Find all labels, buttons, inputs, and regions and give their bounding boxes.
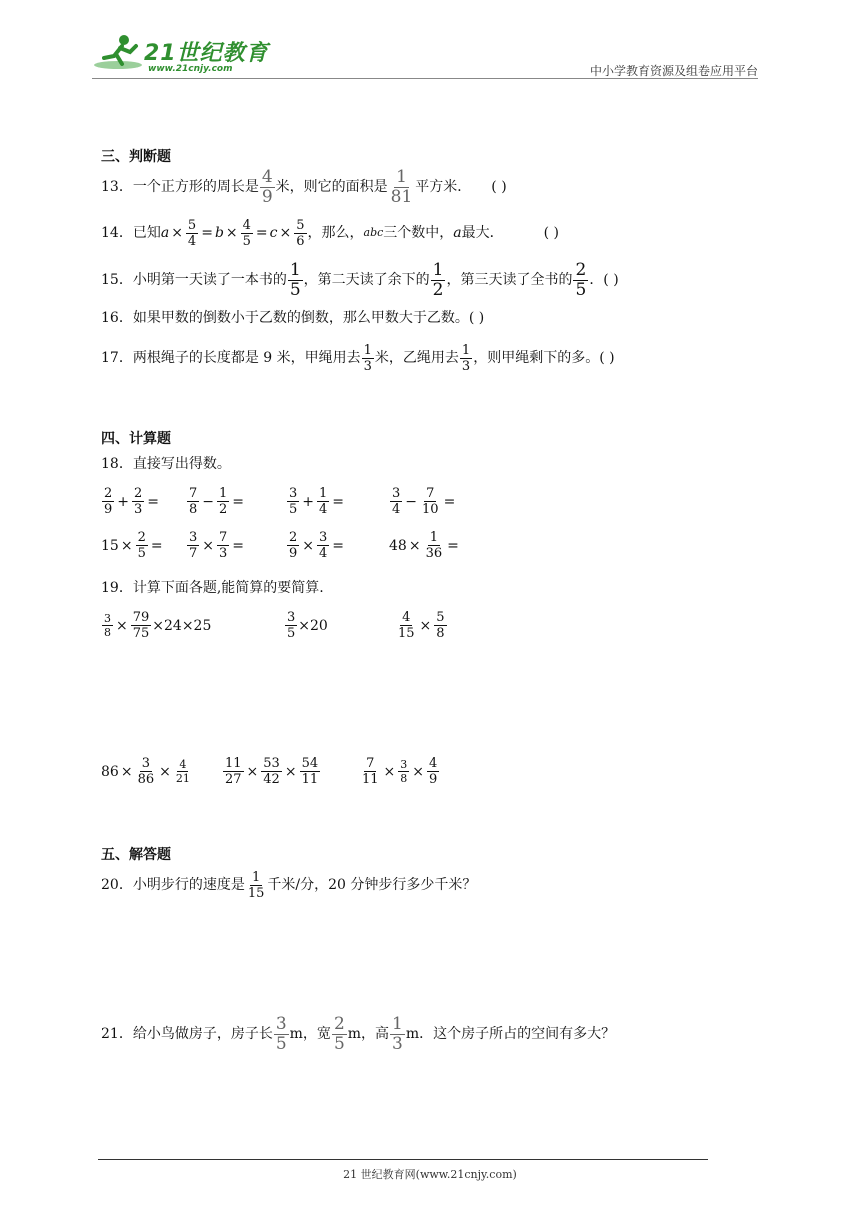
answer-blank[interactable]: ．( ): [589, 272, 619, 288]
variable: a: [160, 225, 170, 241]
footer-divider: [98, 1159, 708, 1160]
fraction: $\frac{11}{27}$: [225, 756, 242, 787]
question-text: 计算下面各题,能简算的要简算.: [132, 580, 324, 596]
fraction: $\frac{3}{8}$: [400, 758, 408, 785]
fraction: $\frac{3}{5}$: [275, 1013, 287, 1054]
fraction: $\frac{1}{36}$: [425, 530, 443, 561]
question-text: ，第二天读了余下的: [303, 272, 430, 288]
question-21: [101, 1015, 615, 1053]
fraction: $\frac{53}{42}$: [263, 756, 280, 787]
question-text: 米，乙绳用去: [374, 350, 459, 366]
question-number: 20．: [101, 877, 133, 893]
question-text: m，宽: [289, 1026, 331, 1042]
question-17: [101, 342, 615, 374]
question-number: 19．: [101, 580, 133, 596]
fraction: $\frac{7}{10}$: [422, 486, 439, 517]
answer-blank[interactable]: ( ): [543, 225, 560, 241]
fraction: $\frac{2}{5}$: [333, 1013, 345, 1054]
question-text: m．这个房子所占的空间有多大？: [405, 1026, 616, 1042]
fraction: $\frac{7}{8}$: [189, 486, 198, 517]
fraction: $\frac{5}{6}$: [296, 217, 305, 249]
question-number: 16．: [101, 310, 133, 326]
fraction: $\frac{3}{4}$: [319, 530, 328, 561]
fraction: $\frac{7}{3}$: [219, 530, 228, 561]
question-14: 14． 已知 a × $\frac{5}{4}$ = b × $\frac{4}{5}$ = c × $\frac{5}{6}$ ，那么， abc 三个数中， a 最大． ( ): [101, 217, 560, 249]
fraction: $\frac{2}{9}$: [289, 530, 298, 561]
question-text: 小明第一天读了一本书的: [132, 272, 287, 288]
fraction: $\frac{5}{8}$: [436, 610, 445, 641]
question-text: m，高: [347, 1026, 390, 1042]
calc-expression: $\frac{2}{9}$ × $\frac{3}{4}$ =: [289, 530, 345, 561]
calc-expression: $\frac{7}{11}$ × $\frac{3}{8}$ × $\frac{4}{9}$: [362, 756, 438, 787]
fraction: $\frac{1}{81}$: [390, 166, 413, 207]
logo-title: 21世纪教育: [144, 41, 269, 66]
calc-expression: $\frac{4}{15}$ × $\frac{5}{8}$: [398, 610, 445, 641]
fraction: $\frac{1}{3}$: [363, 342, 372, 374]
fraction: $\frac{3}{86}$: [137, 756, 155, 787]
logo-url: www.21cnjy.com: [148, 64, 233, 74]
fraction: $\frac{3}{5}$: [287, 610, 296, 641]
question-19: [101, 578, 324, 598]
question-20: [101, 868, 476, 902]
fraction: $\frac{4}{9}$: [261, 166, 273, 207]
calc-expression: 15 × $\frac{2}{5}$ =: [101, 530, 163, 561]
calc-expression: $\frac{3}{5}$ + $\frac{1}{4}$ =: [289, 486, 345, 517]
question-number: 13．: [101, 179, 133, 195]
fraction: $\frac{1}{3}$: [392, 1013, 403, 1054]
fraction: $\frac{1}{5}$: [289, 259, 301, 300]
question-text: 如果甲数的倒数小于乙数的倒数，那么甲数大于乙数。( ): [132, 310, 485, 326]
fraction: $\frac{2}{5}$: [575, 259, 587, 300]
fraction: $\frac{3}{7}$: [189, 530, 198, 561]
fraction: $\frac{1}{2}$: [219, 486, 228, 517]
fraction: $\frac{3}{5}$: [289, 486, 298, 517]
variable: b: [214, 225, 224, 241]
question-text: 两根绳子的长度都是 9 米，甲绳用去: [132, 350, 361, 366]
fraction: $\frac{1}{4}$: [319, 486, 328, 517]
question-13: [101, 166, 507, 207]
fraction: $\frac{2}{5}$: [137, 530, 146, 561]
question-text: ，那么，: [307, 225, 364, 241]
question-text: 一个正方形的周长是: [132, 179, 259, 195]
question-number: 18．: [101, 456, 133, 472]
variable: abc: [363, 226, 384, 239]
question-text: 直接写出得数。: [132, 456, 231, 472]
fraction: $\frac{4}{15}$: [398, 610, 415, 641]
fraction: $\frac{2}{3}$: [134, 486, 143, 517]
fraction: $\frac{79}{75}$: [132, 610, 150, 641]
header-platform-text: 中小学教育资源及组卷应用平台: [589, 64, 758, 78]
question-text: ，第三天读了全书的: [446, 272, 573, 288]
calc-expression: $\frac{3}{7}$ × $\frac{7}{3}$ =: [189, 530, 245, 561]
question-text: ，则甲绳剩下的多。( ): [473, 350, 615, 366]
calc-expression: $\frac{11}{27}$ × $\frac{53}{42}$ × $\frac{54}{11}$: [225, 756, 319, 787]
fraction: $\frac{3}{8}$: [104, 612, 111, 639]
question-number: 14．: [101, 225, 133, 241]
fraction: $\frac{4}{5}$: [242, 217, 251, 249]
header-divider: [92, 78, 758, 79]
question-16: [101, 308, 484, 328]
variable: a: [453, 225, 462, 241]
calc-expression: $\frac{3}{8}$ × $\frac{79}{75}$ ×24×25: [104, 610, 212, 641]
fraction: $\frac{7}{11}$: [362, 756, 379, 787]
section-title-calculation: 四、计算题: [101, 431, 171, 447]
calc-expression: $\frac{3}{5}$ ×20: [287, 610, 328, 641]
header: [92, 30, 758, 80]
answer-blank[interactable]: ( ): [491, 179, 507, 195]
fraction: $\frac{4}{9}$: [429, 756, 438, 787]
logo-runner-icon: [92, 32, 144, 72]
question-text: 小明步行的速度是: [132, 877, 245, 893]
calc-expression: 86 × $\frac{3}{86}$ × $\frac{4}{21}$: [101, 756, 190, 787]
calc-expression: $\frac{7}{8}$ − $\frac{1}{2}$ =: [189, 486, 245, 517]
fraction: $\frac{1}{2}$: [432, 259, 444, 300]
calc-expression: $\frac{2}{9}$ + $\frac{2}{3}$ =: [104, 486, 160, 517]
question-text: 千米/分，20 分钟步行多少千米？: [267, 877, 477, 893]
fraction: $\frac{2}{9}$: [104, 486, 113, 517]
calc-expression: $\frac{3}{4}$ − $\frac{7}{10}$ =: [392, 486, 456, 517]
question-text: 最大．: [461, 225, 504, 241]
fraction: $\frac{4}{21}$: [175, 758, 190, 785]
question-number: 15．: [101, 272, 133, 288]
question-text: 给小鸟做房子，房子长: [132, 1026, 273, 1042]
fraction: $\frac{54}{11}$: [301, 756, 319, 787]
fraction: $\frac{3}{4}$: [392, 486, 401, 517]
question-number: 17．: [101, 350, 133, 366]
calc-expression: 48 × $\frac{1}{36}$ =: [389, 530, 459, 561]
footer-text[interactable]: 21 世纪教育网(www.21cnjy.com): [343, 1168, 517, 1181]
question-18: [101, 454, 231, 474]
variable: c: [269, 225, 278, 241]
question-15: [101, 259, 619, 300]
section-title-judgement: 三、判断题: [101, 149, 171, 165]
fraction: $\frac{1}{3}$: [461, 342, 471, 374]
question-text: 平方米．: [415, 179, 472, 195]
question-number: 21．: [101, 1026, 133, 1042]
fraction: $\frac{1}{15}$: [247, 869, 265, 901]
question-text: 三个数中，: [383, 225, 454, 241]
question-text: 米，则它的面积是: [275, 179, 388, 195]
question-text: 已知: [132, 225, 161, 241]
fraction: $\frac{5}{4}$: [187, 217, 197, 249]
section-title-answer: 五、解答题: [101, 847, 171, 863]
